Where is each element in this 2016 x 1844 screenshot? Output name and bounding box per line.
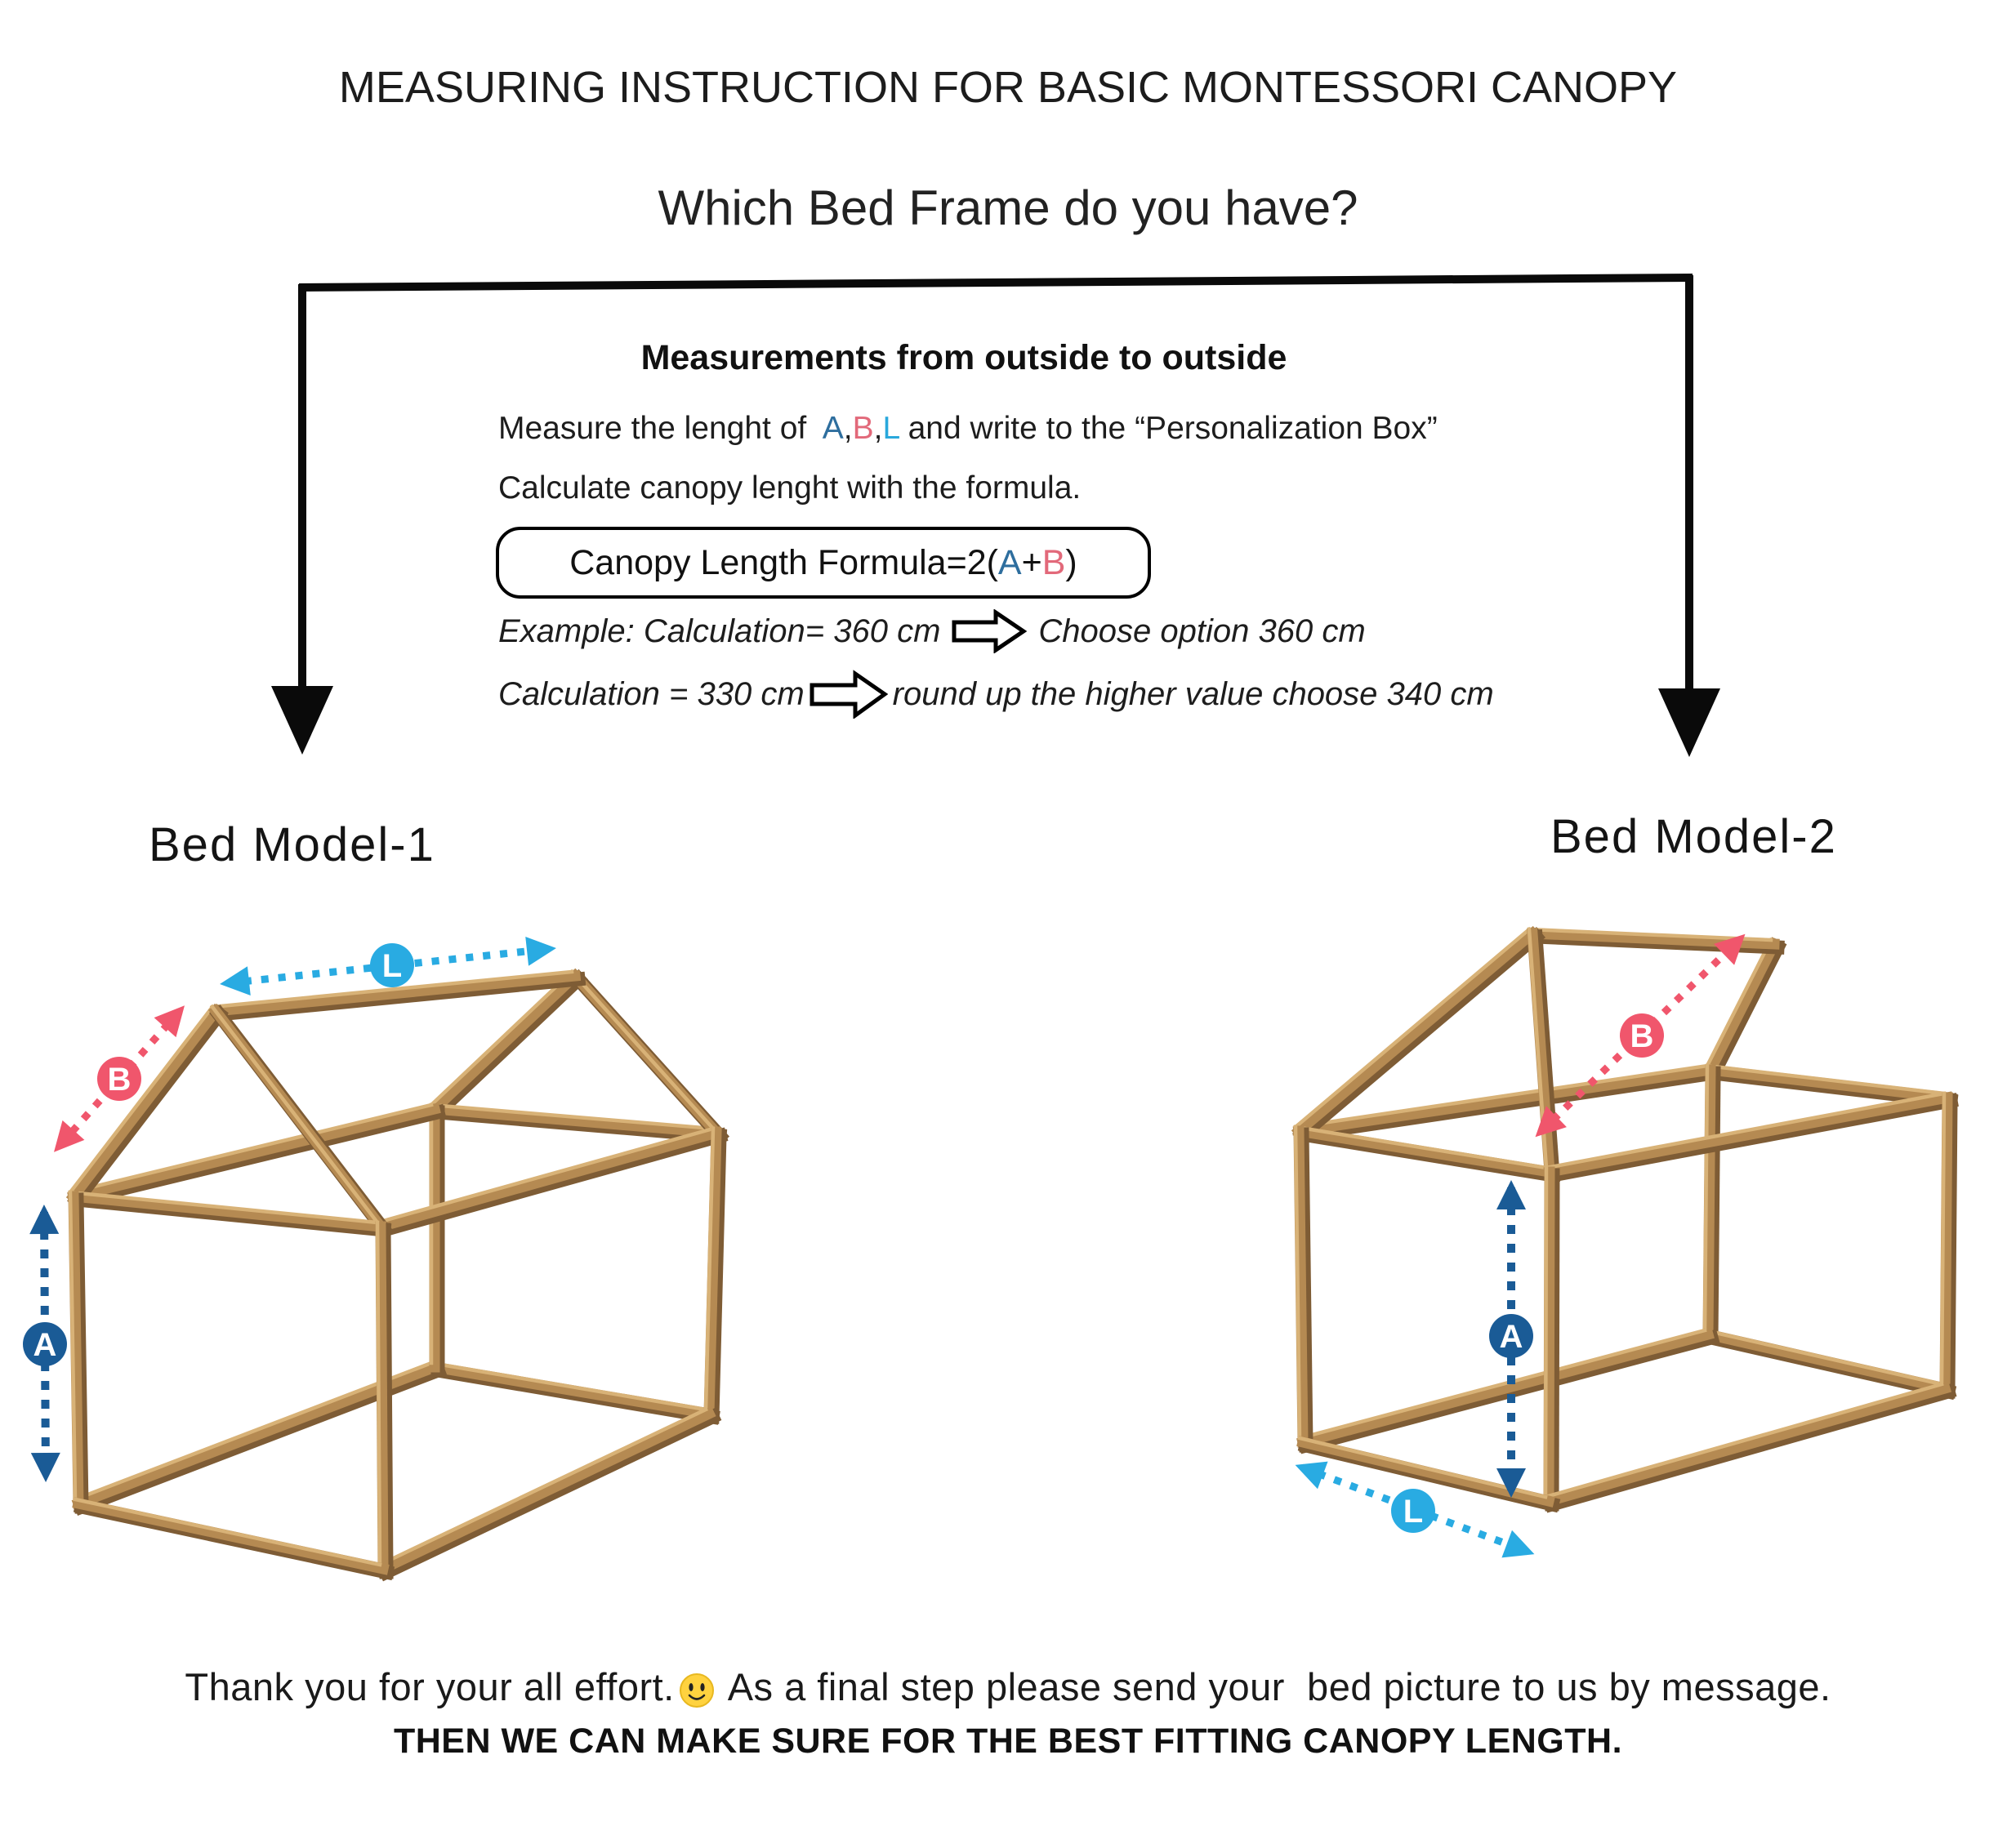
- wood-beam: [383, 1414, 709, 1569]
- wood-beam: [1299, 1131, 1550, 1172]
- measure-l: L: [882, 411, 899, 446]
- marker-L-letter: L: [381, 948, 403, 984]
- footer1-after: As a final step please send your bed picture to us by message.: [718, 1665, 1831, 1708]
- wood-beam: [1545, 1168, 1546, 1497]
- wood-beam: [74, 1196, 381, 1227]
- wood-beam: [377, 1223, 380, 1565]
- wood-beam: [1549, 1388, 1945, 1501]
- wood-beam: [380, 1410, 706, 1565]
- wood-beam: [1296, 1127, 1546, 1168]
- wood-beam: [1942, 1093, 1944, 1384]
- example1-before: Example: Calculation= 360 cm: [498, 612, 941, 649]
- right-block-arrow-icon: [810, 670, 888, 719]
- example1-after: Choose option 360 cm: [1038, 612, 1366, 649]
- wood-beam: [78, 1503, 383, 1569]
- marker-A-letter: A: [33, 1327, 57, 1363]
- bed-model-1-illustration: [8, 890, 760, 1641]
- calc-line: Calculate canopy lenght with the formula.: [498, 470, 1082, 506]
- formula-b: B: [1041, 542, 1066, 582]
- example-line-1: [498, 609, 1366, 653]
- marker-A-letter: A: [1499, 1319, 1523, 1355]
- bed-model-1-label: Bed Model-1: [149, 818, 435, 871]
- wood-beam: [377, 1129, 713, 1223]
- measure-sep1: ,: [843, 411, 853, 446]
- example-line-2: [498, 670, 1494, 719]
- smiley-emoji-icon: [678, 1672, 716, 1709]
- page-subtitle: Which Bed Frame do you have?: [658, 180, 1358, 235]
- footer-line-2: THEN WE CAN MAKE SURE FOR THE BEST FITTING CANOPY LENGTH.: [393, 1722, 1623, 1761]
- wood-beam: [75, 1499, 380, 1565]
- wood-beam: [431, 1363, 706, 1410]
- marker-L-letter: L: [1403, 1494, 1424, 1530]
- wooden-frame: [1296, 929, 1951, 1504]
- right-block-arrow-icon: [952, 609, 1027, 653]
- formula-a: A: [997, 542, 1022, 582]
- measure-b: B: [852, 411, 874, 446]
- page-title: MEASURING INSTRUCTION FOR BASIC MONTESSORI CANOPY: [338, 63, 1678, 112]
- wooden-frame: [70, 972, 720, 1572]
- formula-box: [496, 527, 1151, 599]
- wood-beam: [1708, 1334, 1945, 1388]
- wood-beam: [212, 1007, 377, 1223]
- footer-line-1: [0, 1664, 2016, 1709]
- wood-beam: [1549, 1172, 1550, 1501]
- formula-suffix: ): [1065, 542, 1077, 582]
- formula-prefix: Canopy Length Formula=2(: [569, 542, 998, 582]
- wood-beam: [1546, 1093, 1944, 1168]
- bed-model-2-label: Bed Model-2: [1550, 810, 1837, 863]
- measure-prefix: Measure the lenght of: [498, 411, 823, 446]
- wood-beam: [1545, 1384, 1942, 1497]
- down-arrow-icon: [271, 686, 333, 755]
- bed-model-2-illustration: [1250, 874, 2001, 1625]
- wood-beam: [1550, 1098, 1947, 1172]
- wood-beam: [435, 1367, 709, 1414]
- example2-after: round up the higher value choose 340 cm: [892, 675, 1494, 712]
- instructions-heading: Measurements from outside to outside: [640, 338, 1287, 377]
- marker-B-letter: B: [1630, 1018, 1654, 1054]
- formula-plus: +: [1021, 542, 1042, 582]
- wood-beam: [1705, 1066, 1707, 1330]
- measure-a: A: [822, 411, 844, 446]
- example2-before: Calculation = 330 cm: [498, 675, 805, 712]
- marker-B-letter: B: [107, 1062, 132, 1098]
- footer1-before: Thank you for your all effort.: [185, 1665, 675, 1708]
- wood-beam: [1705, 1330, 1942, 1384]
- measure-suffix: and write to the “Personalization Box”: [899, 411, 1438, 446]
- down-arrow-icon: [1658, 688, 1720, 757]
- measure-sep2: ,: [873, 411, 883, 446]
- measure-line: [498, 411, 1438, 447]
- wood-beam: [572, 972, 713, 1129]
